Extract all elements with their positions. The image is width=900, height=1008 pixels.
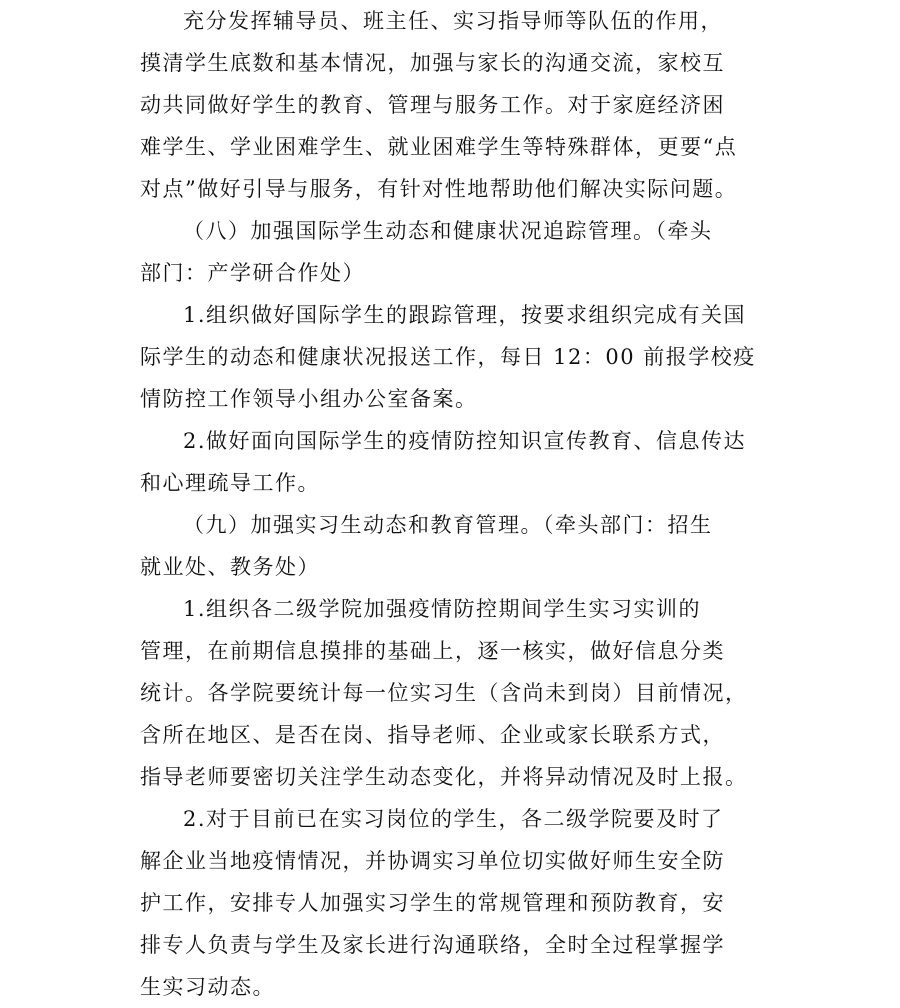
paragraph-line: 情防控工作领导小组办公室备案。 xyxy=(140,387,478,411)
paragraph-line: 和心理疏导工作。 xyxy=(140,471,320,495)
paragraph-line: 生实习动态。 xyxy=(140,975,275,999)
paragraph-line: 摸清学生底数和基本情况，加强与家长的沟通交流，家校互 xyxy=(140,51,725,75)
paragraph-line: 际学生的动态和健康状况报送工作，每日 12：00 前报学校疫 xyxy=(140,345,756,369)
paragraph-line: 1.组织各二级学院加强疫情防控期间学生实习实训的 xyxy=(183,597,702,621)
paragraph-line: 指导老师要密切关注学生动态变化，并将异动情况及时上报。 xyxy=(140,765,748,789)
paragraph-line: 难学生、学业困难学生、就业困难学生等特殊群体，更要“点 xyxy=(140,135,738,159)
paragraph-line: 充分发挥辅导员、班主任、实习指导师等队伍的作用， xyxy=(183,9,723,33)
paragraph-line: 动共同做好学生的教育、管理与服务工作。对于家庭经济困 xyxy=(140,93,725,117)
paragraph-line: 1.组织做好国际学生的跟踪管理，按要求组织完成有关国 xyxy=(183,303,747,327)
paragraph-line: 对点”做好引导与服务，有针对性地帮助他们解决实际问题。 xyxy=(140,177,738,201)
paragraph-line: 2.对于目前已在实习岗位的学生，各二级学院要及时了 xyxy=(183,807,724,831)
paragraph-line: 2.做好面向国际学生的疫情防控知识宣传教育、信息传达 xyxy=(183,429,747,453)
paragraph-line: 排专人负责与学生及家长进行沟通联络，全时全过程掌握学 xyxy=(140,933,725,957)
paragraph-line: 统计。各学院要统计每一位实习生（含尚未到岗）目前情况， xyxy=(140,681,748,705)
paragraph-line: 含所在地区、是否在岗、指导老师、企业或家长联系方式， xyxy=(140,723,725,747)
section-heading-9-continued: 就业处、教务处） xyxy=(140,555,320,579)
section-heading-9: （九）加强实习生动态和教育管理。（牵头部门：招生 xyxy=(183,513,713,537)
paragraph-line: 解企业当地疫情情况，并协调实习单位切实做好师生安全防 xyxy=(140,849,725,873)
section-heading-8: （八）加强国际学生动态和健康状况追踪管理。（牵头 xyxy=(183,219,713,243)
paragraph-line: 护工作，安排专人加强实习学生的常规管理和预防教育，安 xyxy=(140,891,725,915)
section-heading-8-continued: 部门：产学研合作处） xyxy=(140,261,365,285)
paragraph-line: 管理，在前期信息摸排的基础上，逐一核实，做好信息分类 xyxy=(140,639,725,663)
